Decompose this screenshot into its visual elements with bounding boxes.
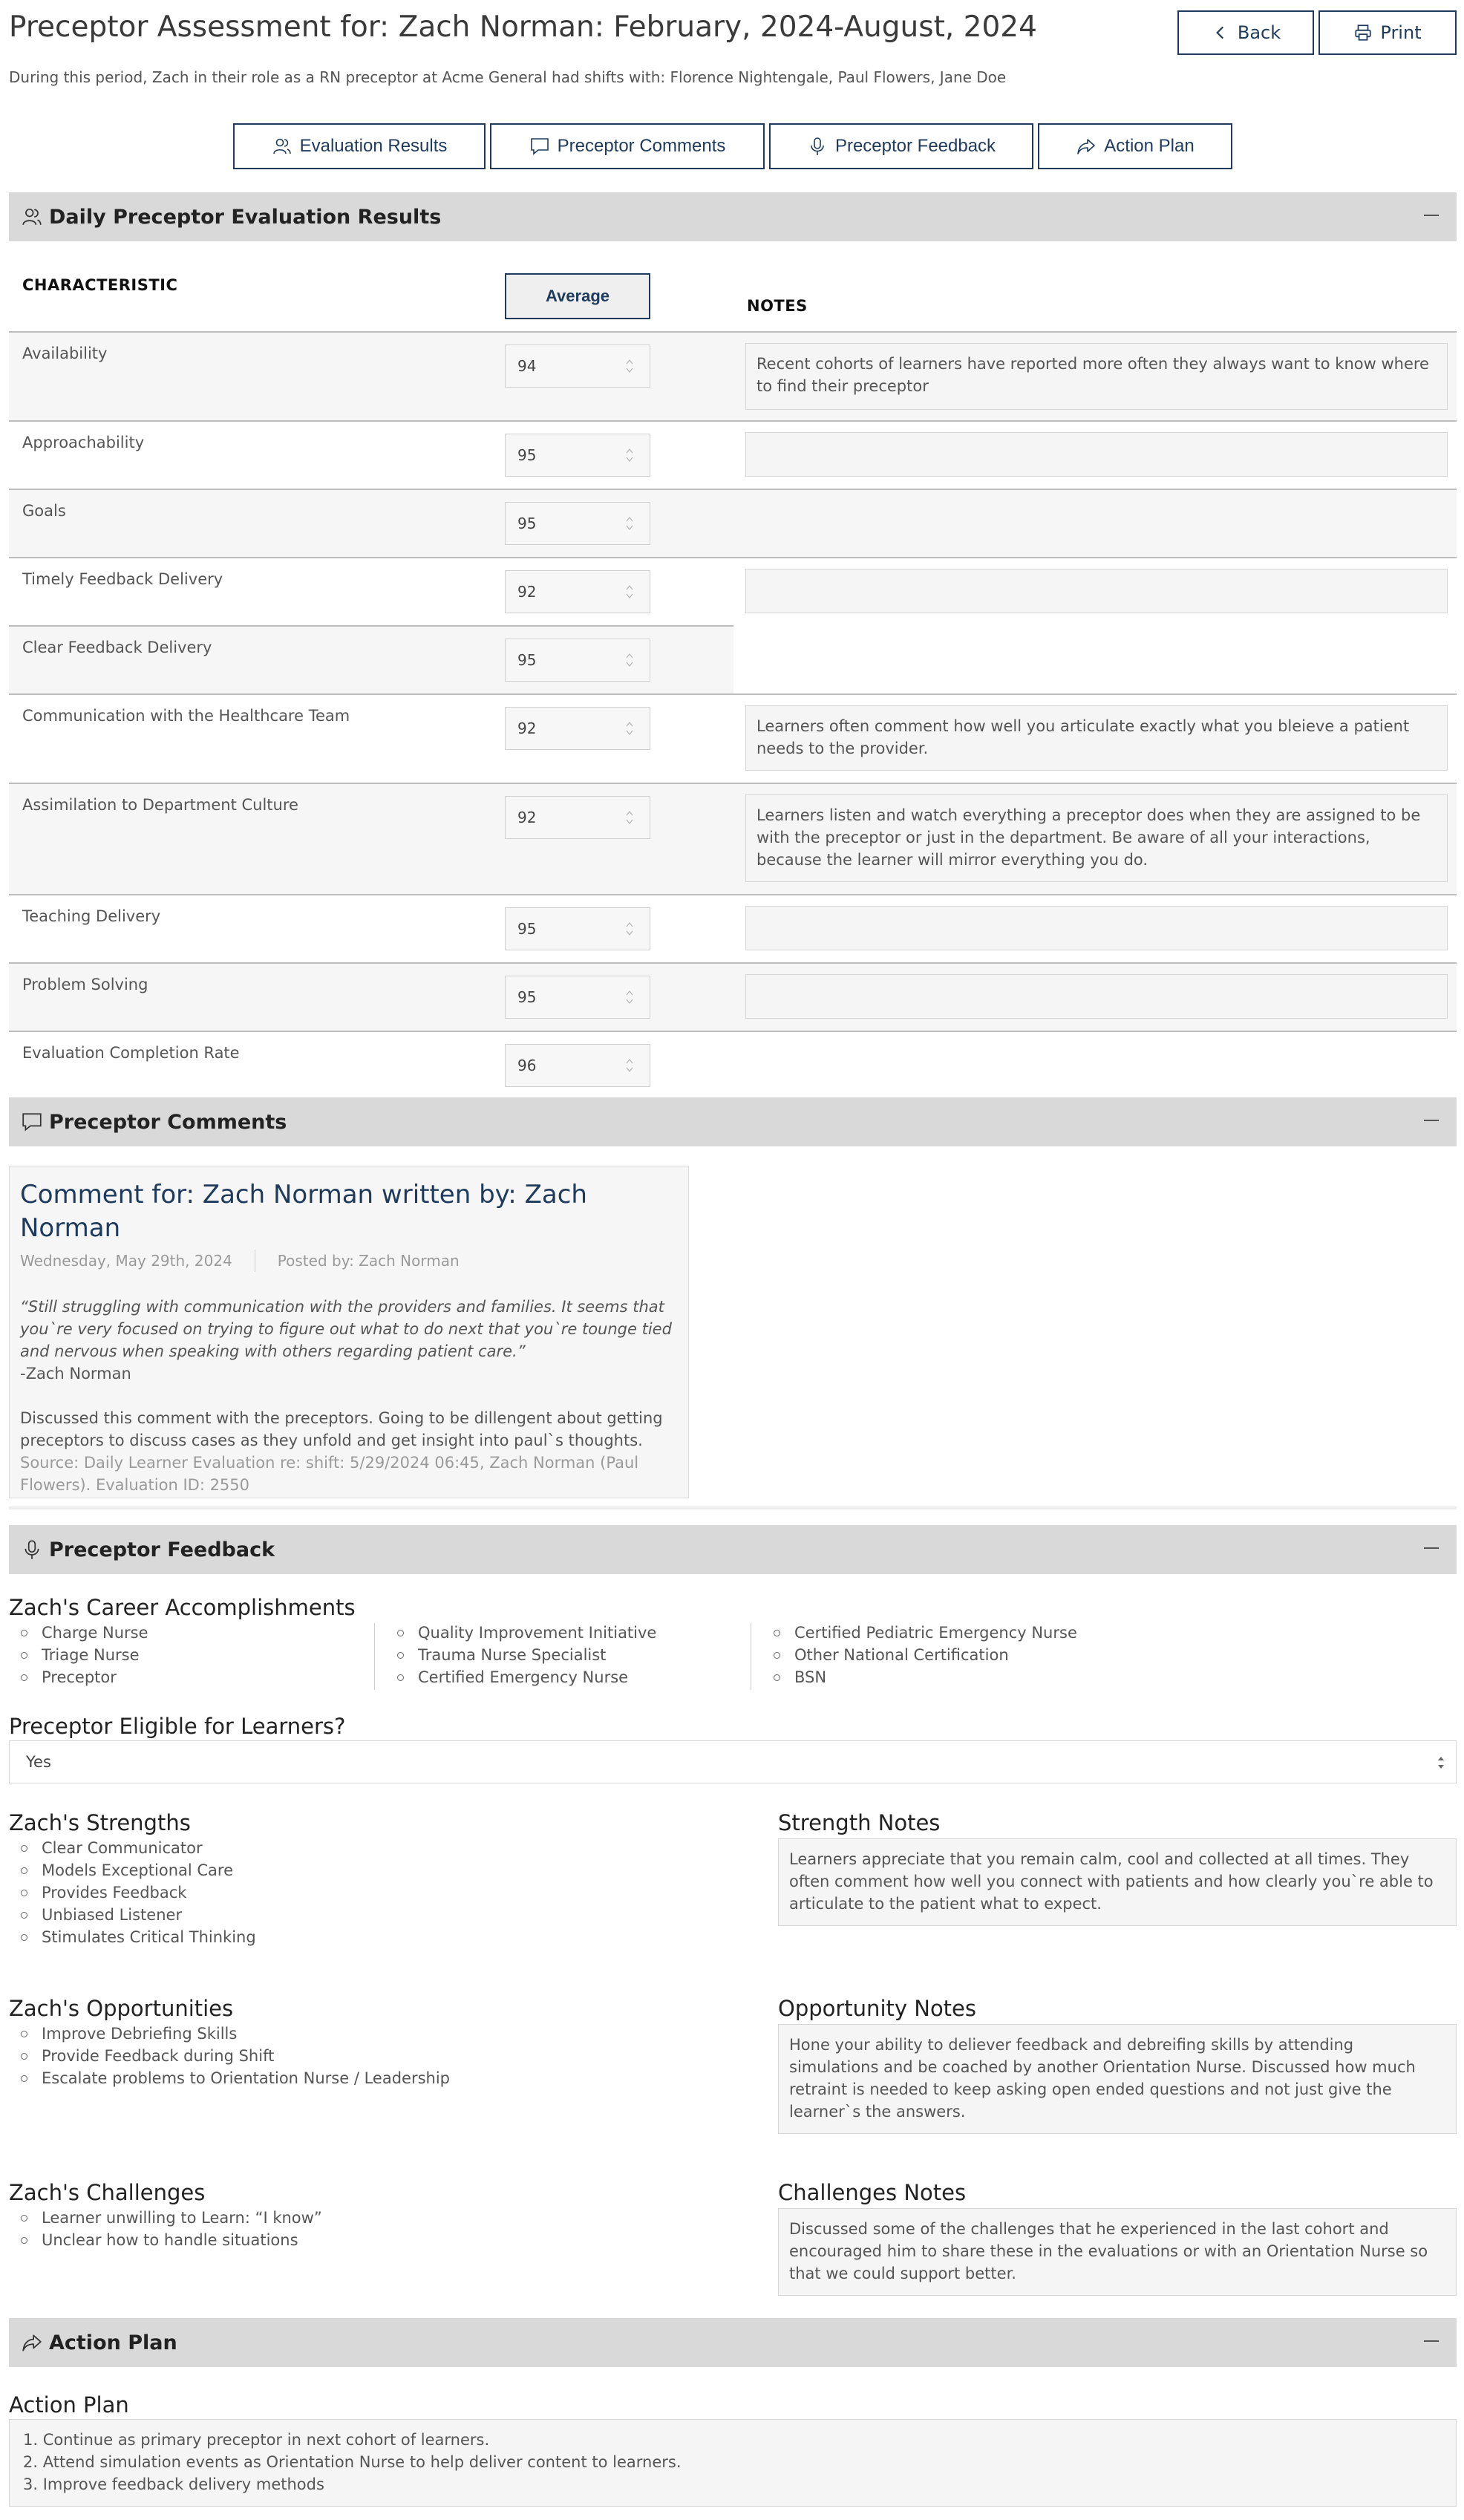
comment-title: Comment for: Zach Norman written by: Zach Norman [20, 1180, 587, 1243]
tab-preceptor-feedback[interactable] [769, 123, 1033, 169]
notes-field[interactable] [745, 432, 1448, 477]
comments-section-header[interactable] [9, 1097, 1457, 1146]
list-item: Unclear how to handle situations [9, 2229, 322, 2251]
comment-icon [529, 136, 550, 157]
table-row [9, 557, 1457, 625]
table-row [9, 783, 1457, 894]
table-row [9, 331, 1457, 420]
accomplishments-list-1 [9, 1622, 148, 1688]
average-score-input[interactable] [505, 570, 650, 613]
list-item: Learner unwilling to Learn: “I know” [9, 2207, 322, 2229]
list-item: Models Exceptional Care [9, 1859, 256, 1881]
accomplishments-heading: Zach's Career Accomplishments [9, 1595, 356, 1620]
comment-source: Source: Daily Learner Evaluation re: shift: 5/29/2024 06:45, Zach Norman (Paul Flowers). Evaluation ID: 2550 [20, 1454, 639, 1494]
spinner-icon[interactable] [626, 921, 633, 937]
section-title: Preceptor Feedback [49, 1538, 275, 1561]
score-value: 92 [517, 809, 537, 826]
characteristic-name: Problem Solving [22, 976, 148, 993]
tab-preceptor-comments[interactable] [490, 123, 765, 169]
notes-field[interactable]: Learners listen and watch everything a preceptor does when they are assigned to be with the preceptor or just in the department. Be aware of all your interactions, because the learner will mirror everything you do. [745, 794, 1448, 882]
printer-icon [1353, 23, 1373, 42]
section-title: Action Plan [49, 2331, 177, 2354]
list-item: Provide Feedback during Shift [9, 2045, 450, 2067]
characteristic-name: Availability [22, 345, 108, 362]
strength-notes-heading: Strength Notes [778, 1810, 941, 1835]
spinner-icon[interactable] [626, 809, 633, 826]
action-item: 1. Continue as primary preceptor in next cohort of learners. [23, 2431, 490, 2449]
list-item: Quality Improvement Initiative [385, 1622, 656, 1644]
print-button-label: Print [1380, 22, 1422, 43]
challenges-heading: Zach's Challenges [9, 2180, 206, 2205]
back-button[interactable] [1177, 10, 1314, 55]
section-title: Daily Preceptor Evaluation Results [49, 205, 442, 229]
share-arrow-icon [1076, 136, 1097, 157]
list-item: Escalate problems to Orientation Nurse / Leadership [9, 2067, 450, 2089]
list-item: BSN [762, 1666, 1077, 1688]
characteristic-name: Teaching Delivery [22, 907, 161, 925]
tab-label: Preceptor Comments [557, 136, 726, 156]
eligible-select[interactable] [9, 1740, 1457, 1783]
average-score-input[interactable] [505, 434, 650, 477]
comment-date: Wednesday, May 29th, 2024 [20, 1252, 232, 1270]
table-row [9, 1031, 1457, 1099]
column-divider [374, 1623, 375, 1690]
accomplishments-list-2 [385, 1622, 656, 1688]
collapse-icon[interactable] [1424, 215, 1439, 216]
spinner-icon[interactable] [626, 989, 633, 1005]
characteristic-name: Goals [22, 502, 66, 520]
comment-card [9, 1166, 689, 1498]
table-row [9, 693, 1457, 783]
notes-field[interactable] [745, 974, 1448, 1019]
tab-label: Evaluation Results [299, 136, 448, 156]
action-plan-heading: Action Plan [9, 2392, 129, 2418]
accomplishments-list-3 [762, 1622, 1077, 1688]
eligible-heading: Preceptor Eligible for Learners? [9, 1714, 346, 1739]
list-item: Certified Emergency Nurse [385, 1666, 656, 1688]
evaluation-section-header[interactable] [9, 192, 1457, 241]
comment-meta [20, 1250, 678, 1272]
challenges-notes-heading: Challenges Notes [778, 2180, 967, 2205]
table-row [9, 894, 1457, 962]
average-score-input[interactable] [505, 796, 650, 839]
users-icon [21, 206, 43, 228]
microphone-icon [21, 1538, 43, 1561]
score-value: 95 [517, 515, 537, 532]
section-divider [9, 1507, 1457, 1509]
chevron-left-icon [1211, 23, 1230, 42]
characteristic-name: Timely Feedback Delivery [22, 570, 223, 588]
list-item: Other National Certification [762, 1644, 1077, 1666]
characteristic-name: Assimilation to Department Culture [22, 796, 298, 814]
score-value: 92 [517, 583, 537, 601]
average-score-input[interactable] [505, 345, 650, 388]
tab-action-plan[interactable] [1038, 123, 1232, 169]
score-value: 94 [517, 357, 537, 375]
characteristic-name: Clear Feedback Delivery [22, 639, 212, 656]
score-value: 95 [517, 920, 537, 938]
microphone-icon [807, 136, 828, 157]
list-item: Charge Nurse [9, 1622, 148, 1644]
eligible-selected-value: Yes [26, 1753, 51, 1771]
column-header-notes: NOTES [747, 297, 808, 315]
tab-label: Action Plan [1104, 136, 1195, 156]
comment-posted-by: Posted by: Zach Norman [277, 1252, 460, 1270]
average-button[interactable]: Average [505, 273, 650, 319]
average-score-input[interactable] [505, 502, 650, 545]
score-value: 95 [517, 988, 537, 1006]
spinner-icon[interactable] [626, 447, 633, 463]
table-row [9, 962, 1457, 1031]
feedback-section-header[interactable] [9, 1525, 1457, 1574]
average-score-input[interactable] [505, 907, 650, 950]
share-arrow-icon [21, 2331, 43, 2354]
table-row [9, 625, 733, 693]
score-value: 95 [517, 651, 537, 669]
list-item: Trauma Nurse Specialist [385, 1644, 656, 1666]
comment-author: -Zach Norman [20, 1365, 131, 1383]
challenges-notes-field[interactable]: Discussed some of the challenges that he experienced in the last cohort and encouraged him to share these in the evaluations or with an Orientation Nurse so that we could support better. [778, 2208, 1457, 2296]
average-score-input[interactable] [505, 707, 650, 750]
spinner-icon[interactable] [626, 515, 633, 532]
list-item: Certified Pediatric Emergency Nurse [762, 1622, 1077, 1644]
comment-body: Discussed this comment with the preceptors. Going to be dillengent about getting preceptors to discuss cases as they unfold and get insight into paul`s thoughts. [20, 1409, 663, 1449]
collapse-icon[interactable] [1424, 1547, 1439, 1549]
section-title: Preceptor Comments [49, 1110, 287, 1134]
strength-notes-field[interactable]: Learners appreciate that you remain calm, cool and collected at all times. They often comment how well you connect with patients and how clearly you`re able to articulate to the patient what to expect. [778, 1838, 1457, 1926]
back-button-label: Back [1237, 22, 1281, 43]
action-item: 3. Improve feedback delivery methods [23, 2475, 324, 2493]
collapse-icon[interactable] [1424, 2340, 1439, 2342]
column-header-characteristic: CHARACTERISTIC [22, 276, 178, 294]
tab-label: Preceptor Feedback [834, 136, 996, 156]
spinner-icon[interactable] [626, 652, 633, 668]
print-button[interactable] [1318, 10, 1457, 55]
characteristic-name: Approachability [22, 434, 145, 451]
score-value: 95 [517, 446, 537, 464]
opportunity-notes-field[interactable]: Hone your ability to deliever feedback and debreifing skills by attending simulations and be coached by another Orientation Nurse. Discussed how much retraint is needed to keep asking open ended questions and not just give the learner`s the answers. [778, 2024, 1457, 2134]
comment-quote: “Still struggling with communication with the providers and families. It seems that you`re very focused on trying to figure out what to do next that you`re tounge tied and nervous when speaking with others regarding patient care.” [20, 1298, 672, 1360]
tab-evaluation-results[interactable] [233, 123, 486, 169]
strengths-list [9, 1837, 256, 1948]
challenges-list [9, 2207, 322, 2251]
action-plan-section-header[interactable] [9, 2318, 1457, 2367]
list-item: Stimulates Critical Thinking [9, 1926, 256, 1948]
list-item: Unbiased Listener [9, 1904, 256, 1926]
average-score-input[interactable] [505, 1044, 650, 1087]
notes-field[interactable] [745, 569, 1448, 613]
list-item: Improve Debriefing Skills [9, 2023, 450, 2045]
table-row [9, 489, 1457, 557]
characteristic-name: Communication with the Healthcare Team [22, 707, 350, 725]
action-plan-field[interactable] [9, 2419, 1457, 2507]
spinner-icon[interactable] [626, 720, 633, 737]
opportunity-notes-heading: Opportunity Notes [778, 1996, 977, 2021]
score-value: 96 [517, 1057, 537, 1074]
opportunities-heading: Zach's Opportunities [9, 1996, 234, 2021]
spinner-icon[interactable] [626, 358, 633, 374]
page-header [9, 10, 1457, 55]
notes-field[interactable]: Learners often comment how well you articulate exactly what you bleieve a patient needs to the provider. [745, 705, 1448, 771]
spinner-icon[interactable] [626, 584, 633, 600]
spinner-icon[interactable] [626, 1057, 633, 1074]
characteristic-name: Evaluation Completion Rate [22, 1044, 240, 1062]
list-item: Triage Nurse [9, 1644, 148, 1666]
opportunities-list [9, 2023, 450, 2089]
list-item: Preceptor [9, 1666, 148, 1688]
list-item: Provides Feedback [9, 1881, 256, 1904]
comment-icon [21, 1111, 43, 1133]
notes-field[interactable] [745, 906, 1448, 950]
action-item: 2. Attend simulation events as Orientation Nurse to help deliver content to learners. [23, 2453, 682, 2471]
strengths-heading: Zach's Strengths [9, 1810, 191, 1835]
page-subtitle: During this period, Zach in their role as a RN preceptor at Acme General had shifts with: Florence Nightengale, Paul Flowers, Jane Doe [9, 68, 1007, 86]
page-title: Preceptor Assessment for: Zach Norman: February, 2024-August, 2024 [9, 10, 1037, 44]
table-row [9, 420, 1457, 489]
list-item: Clear Communicator [9, 1837, 256, 1859]
average-score-input[interactable] [505, 976, 650, 1019]
average-score-input[interactable] [505, 639, 650, 682]
evaluation-table-header [9, 267, 1457, 330]
collapse-icon[interactable] [1424, 1120, 1439, 1121]
users-icon [272, 136, 293, 157]
score-value: 92 [517, 719, 537, 737]
select-arrows-icon [1437, 1754, 1445, 1771]
notes-field[interactable]: Recent cohorts of learners have reported more often they always want to know where to find their preceptor [745, 343, 1448, 410]
section-tabs [233, 123, 1232, 169]
